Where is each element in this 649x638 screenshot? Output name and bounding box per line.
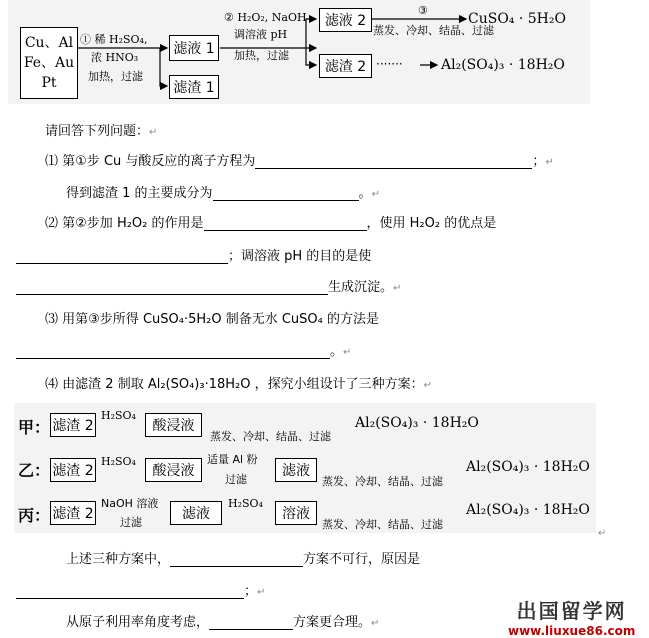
q2-text-d: 生成沉淀。 <box>328 280 394 295</box>
q2-answer-blank-a[interactable] <box>204 216 367 231</box>
q2-line-b <box>16 245 371 264</box>
start-metals-box <box>20 27 78 99</box>
paragraph-mark: ↵ <box>423 380 433 391</box>
q2-line-a <box>45 212 496 231</box>
q1-answer-blank-a[interactable] <box>255 154 532 169</box>
q4a-end: ； <box>244 584 258 599</box>
q2-number: ⑵ <box>45 216 59 231</box>
q2-answer-blank-c[interactable] <box>16 280 328 295</box>
prompt-label: 请回答下列问题： <box>45 124 150 139</box>
step1-reagent-b: 浓 HNO₃ <box>91 51 139 64</box>
scheme-yi-label: 乙： <box>18 461 51 480</box>
scheme-bing-label: 丙： <box>18 506 51 525</box>
q2-line-c <box>16 276 401 295</box>
q4-line-a <box>45 373 432 392</box>
q4-text-a: 由滤渣 2 制取 Al₂(SO₄)₃·18H₂O ，探究小组设计了三种方案： <box>62 377 424 392</box>
q3-line-b <box>16 340 351 359</box>
watermark-title: 出国留学网 <box>516 599 627 623</box>
q4a-text-b: 方案不可行，原因是 <box>303 552 421 567</box>
filtrate1-box: 滤液 1 <box>169 35 219 61</box>
step2-condition: 加热，过滤 <box>234 49 289 62</box>
step2-reagent-b: 调溶液 pH <box>234 28 288 41</box>
q3-number: ⑶ <box>45 312 59 327</box>
q2-answer-blank-b[interactable] <box>16 249 228 264</box>
scheme-bing-filter: 过滤 <box>120 516 142 529</box>
filtrate2-box: 滤液 2 <box>319 8 372 32</box>
q3-line-a <box>45 308 379 327</box>
scheme-bing-condition: 蒸发、冷却、结晶、过滤 <box>322 518 443 531</box>
residue1-box: 滤渣 1 <box>169 75 219 99</box>
q3-answer-blank[interactable] <box>16 344 330 359</box>
step3-label: ③ <box>418 4 428 17</box>
q2-text-b: ，使用 H₂O₂ 的优点是 <box>366 216 497 231</box>
scheme-yi-filtrate-box: 滤液 <box>275 458 317 482</box>
q4a-answer-blank-a[interactable] <box>170 552 303 567</box>
q1-number: ⑴ <box>45 154 59 169</box>
scheme-yi-acid-leach-box: 酸浸液 <box>145 458 202 482</box>
q1-text-a: 第①步 Cu 与酸反应的离子方程为 <box>62 154 256 169</box>
scheme-bing-solution-box: 溶液 <box>275 501 317 525</box>
product-al2so43: Al₂(SO₄)₃ · 18H₂O <box>441 57 565 73</box>
q4b-line <box>66 611 379 630</box>
scheme-yi-condition: 蒸发、冷却、结晶、过滤 <box>322 475 443 488</box>
product-cuso4: CuSO₄ · 5H₂O <box>468 11 566 27</box>
start-metals-line1: Cu、Al <box>24 35 74 51</box>
q4b-text-a: 从原子利用率角度考虑， <box>66 615 210 630</box>
q1-line-a <box>45 150 554 169</box>
paragraph-mark: ↵ <box>393 283 402 294</box>
step1-reagent-a: ① 稀 H₂SO₄, <box>80 33 148 46</box>
q4a-answer-blank-b[interactable] <box>16 584 244 599</box>
start-metals-line3: Pt <box>41 75 57 91</box>
step2-reagent-a: ② H₂O₂, NaOH <box>224 11 307 24</box>
step1-condition: 加热，过滤 <box>88 70 143 83</box>
q2-text-c: ；调溶液 pH 的目的是使 <box>228 249 372 264</box>
scheme-yi-residue-box: 滤渣 2 <box>50 458 96 482</box>
q2-text-a: 第②步加 H₂O₂ 的作用是 <box>62 216 204 231</box>
scheme-jia-condition: 蒸发、冷却、结晶、过滤 <box>210 430 331 443</box>
paragraph-mark: ↵ <box>149 127 158 138</box>
paragraph-mark: ↵ <box>545 157 554 168</box>
q4a-line-b <box>16 580 265 599</box>
scheme-bing-residue-box: 滤渣 2 <box>50 501 96 525</box>
q4a-line <box>66 548 420 567</box>
scheme-jia-residue-box: 滤渣 2 <box>50 413 96 437</box>
arrow-to-filtrate2 <box>306 19 316 48</box>
scheme-bing-naoh: NaOH 溶液 <box>101 497 159 510</box>
arrow-to-residue1 <box>160 48 167 86</box>
watermark <box>508 595 635 638</box>
q4b-text-b: 方案更合理。 <box>293 615 372 630</box>
paragraph-mark: ↵ <box>371 618 380 629</box>
q1-answer-blank-b[interactable] <box>213 186 359 201</box>
paragraph-mark: ↵ <box>371 189 380 200</box>
q3-text-a: 用第③步所得 CuSO₄·5H₂O 制备无水 CuSO₄ 的方法是 <box>62 312 379 327</box>
q1-text-b: 得到滤渣 1 的主要成分为 <box>66 186 213 201</box>
q1-end-a: ； <box>532 154 546 169</box>
residue2-box: 滤渣 2 <box>319 54 372 78</box>
scheme-bing-product: Al₂(SO₄)₃ · 18H₂O <box>466 502 590 518</box>
q4-number: ⑷ <box>45 377 59 392</box>
q4a-text-a: 上述三种方案中， <box>66 552 171 567</box>
q1-line-b <box>66 182 380 201</box>
scheme-jia-product: Al₂(SO₄)₃ · 18H₂O <box>355 415 479 431</box>
scheme-jia-label: 甲： <box>18 418 51 437</box>
scheme-yi-filter: 过滤 <box>225 473 247 486</box>
scheme-jia-acid-leach-box: 酸浸液 <box>145 413 202 437</box>
prompt-text <box>45 120 157 139</box>
step3-condition: 蒸发、冷却、结晶、过滤 <box>373 24 494 37</box>
q4b-answer-blank[interactable] <box>209 615 293 630</box>
scheme-yi-product: Al₂(SO₄)₃ · 18H₂O <box>466 459 590 475</box>
paragraph-mark: ↵ <box>343 347 352 358</box>
start-metals-line2: Fe、Au <box>23 55 75 71</box>
watermark-url: www.liuxue86.com <box>508 624 636 638</box>
scheme-bing-filtrate-box: 滤液 <box>170 501 222 525</box>
arrow-to-residue2 <box>306 48 316 65</box>
scheme-jia-reagent: H₂SO₄ <box>101 409 136 422</box>
scheme-yi-al-powder: 适量 Al 粉 <box>207 453 258 466</box>
residue2-dots: ······· <box>376 57 403 71</box>
scheme-yi-reagent: H₂SO₄ <box>101 455 136 468</box>
paragraph-mark: ↵ <box>598 528 607 539</box>
q3-end: 。 <box>330 344 344 359</box>
paragraph-mark: ↵ <box>257 587 266 598</box>
q1-end-b: 。 <box>358 186 372 201</box>
scheme-bing-reagent: H₂SO₄ <box>228 497 263 510</box>
